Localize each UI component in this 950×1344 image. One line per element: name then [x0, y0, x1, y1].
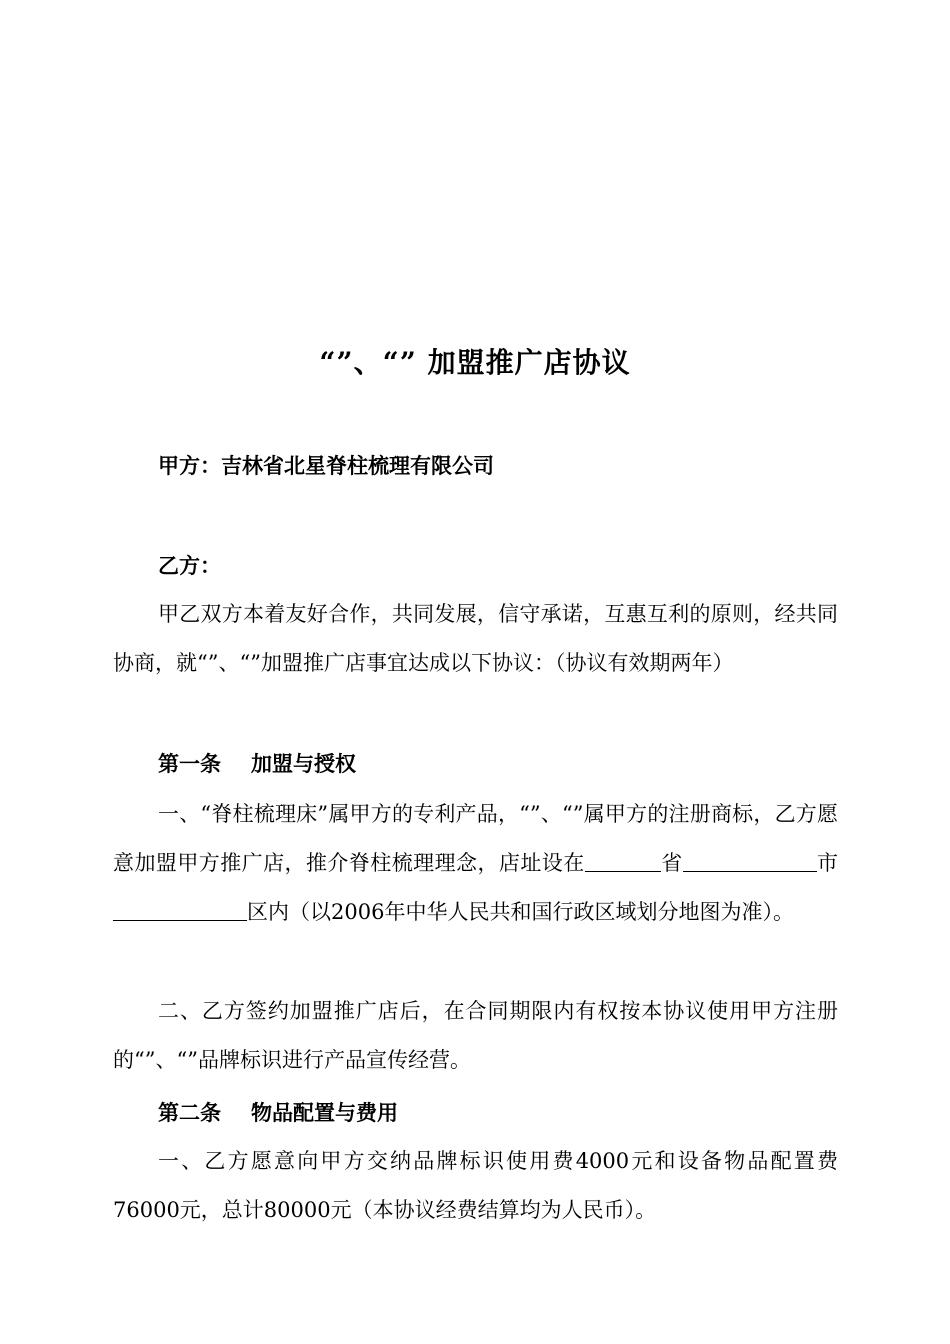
clause-1-text: 一、“脊柱梳理床”属甲方的专利产品，“”、“”属甲方的注册商标，乙方愿意加盟甲方推广店，推介脊柱梳理理念，店址设在	[113, 802, 838, 875]
article-1-clause-2: 二、乙方签约加盟推广店后，在合同期限内有权按本协议使用甲方注册的“”、“”品牌标识进行产品宣传经营。	[113, 999, 838, 1072]
document-title: “”、“” 加盟推广店协议	[319, 346, 631, 379]
article-2-number: 第二条	[158, 1100, 221, 1125]
article-2-title: 物品配置与费用	[251, 1100, 398, 1125]
party-a: 甲方：吉林省北星脊柱梳理有限公司	[158, 453, 494, 478]
city-blank	[683, 849, 817, 872]
province-blank	[585, 849, 661, 872]
article-1-number: 第一条	[158, 751, 221, 776]
article-1-heading	[158, 748, 356, 778]
intro-paragraph: 甲乙双方本着友好合作，共同发展，信守承诺，互惠互利的原则，经共同协商，就“”、“”加盟推广店事宜达成以下协议：（协议有效期两年）	[113, 602, 838, 675]
province-label: 省	[660, 851, 683, 875]
district-blank	[113, 898, 247, 921]
article-2-clause-1: 一、乙方愿意向甲方交纳品牌标识使用费4000元和设备物品配置费76000元，总计80000元（本协议经费结算均为人民币）。	[113, 1149, 838, 1222]
article-1-clause-1	[113, 790, 838, 937]
city-label: 市	[816, 851, 839, 875]
party-b: 乙方：	[158, 553, 221, 578]
clause-1-text-end: 区内（以2006年中华人民共和国行政区域划分地图为准）。	[247, 900, 794, 924]
article-1-title: 加盟与授权	[251, 751, 356, 776]
article-2-heading	[158, 1097, 398, 1127]
